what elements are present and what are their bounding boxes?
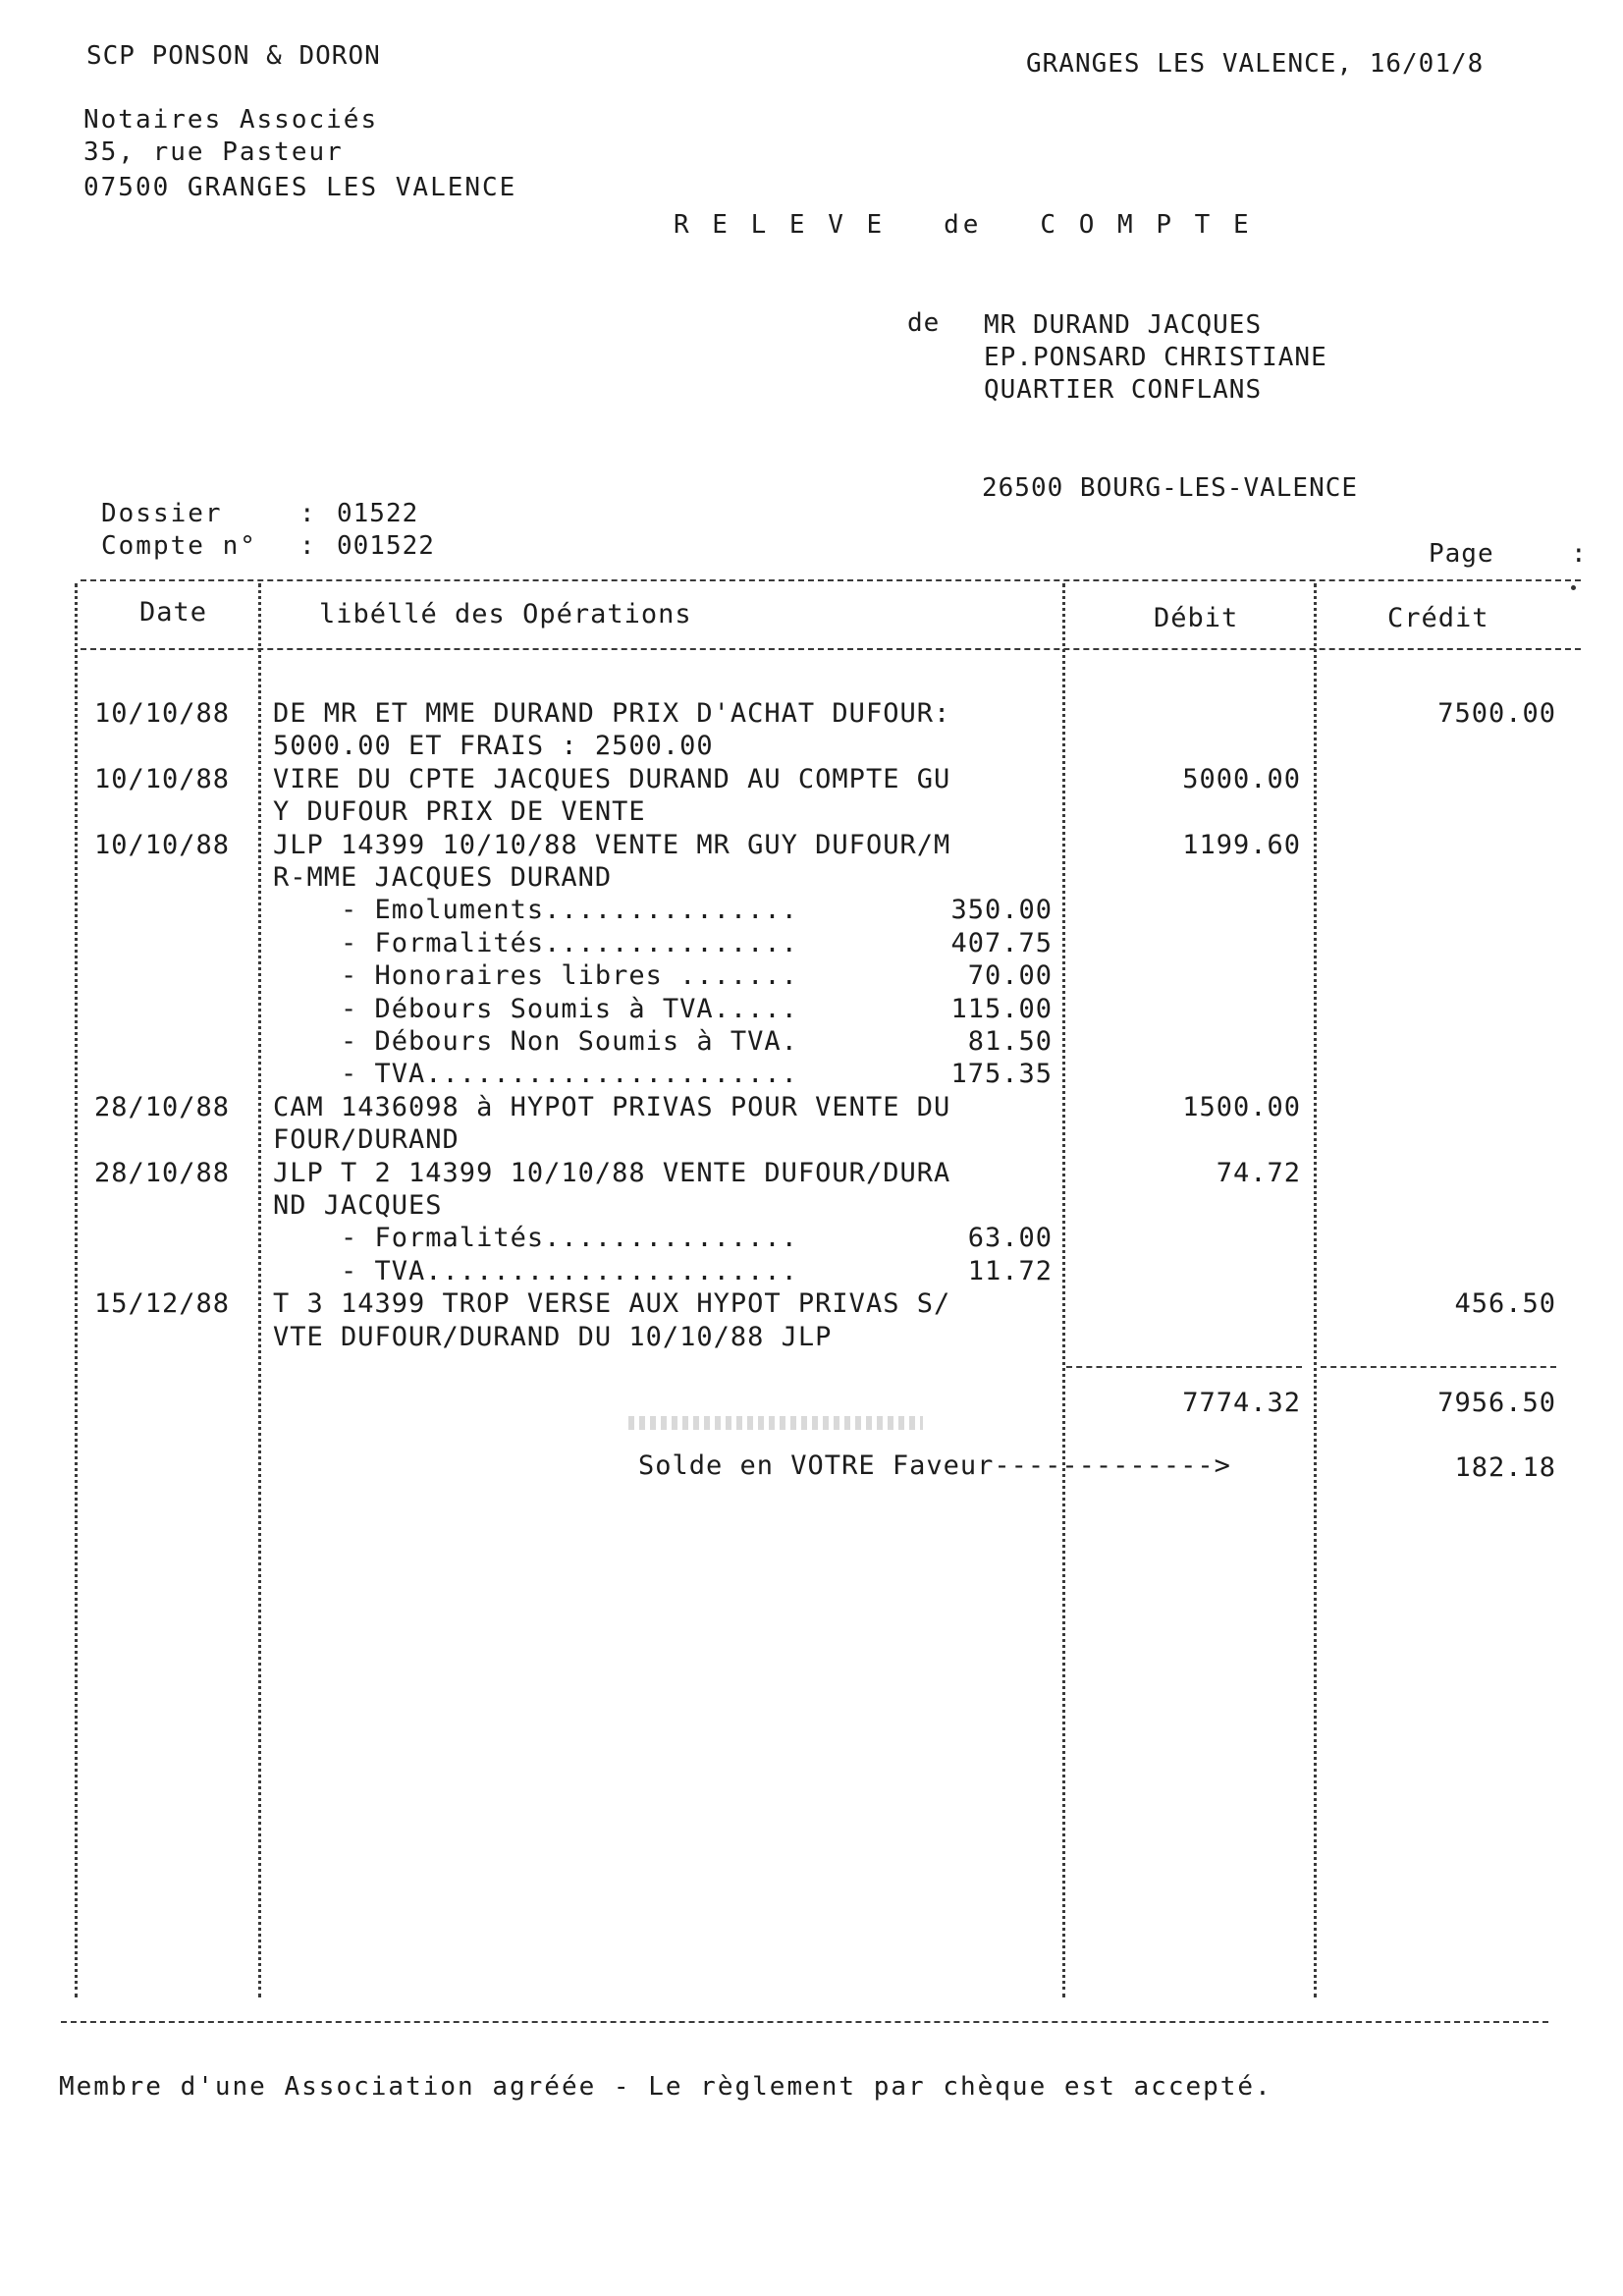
row-libelle: FOUR/DURAND [273,1124,460,1155]
row-date: 15/12/88 [94,1288,231,1319]
dossier-colon: : [299,499,316,528]
table-bottom-rule [61,2021,1548,2023]
row-sub-amount: 11.72 [967,1256,1053,1286]
row-date: 28/10/88 [94,1092,231,1122]
faded-stamp-mark [628,1416,923,1430]
total-debit: 7774.32 [1182,1388,1301,1418]
row-libelle: JLP T 2 14399 10/10/88 VENTE DUFOUR/DURA [273,1158,951,1188]
row-libelle: - Débours Soumis à TVA..... [273,994,798,1024]
row-sub-amount: 63.00 [967,1223,1053,1253]
row-debit: 1500.00 [1182,1092,1301,1122]
compte-colon: : [299,531,316,561]
row-libelle: VIRE DU CPTE JACQUES DURAND AU COMPTE GU [273,764,951,794]
row-sub-amount: 350.00 [950,895,1053,925]
office-line-2: 35, rue Pasteur [83,137,344,167]
row-libelle: VTE DUFOUR/DURAND DU 10/10/88 JLP [273,1322,833,1352]
row-sub-amount: 81.50 [967,1026,1053,1057]
office-line-1: Notaires Associés [83,105,379,135]
row-sub-amount: 175.35 [950,1059,1053,1089]
row-libelle: - Débours Non Soumis à TVA. [273,1026,798,1057]
total-credit: 7956.50 [1437,1388,1556,1418]
recipient-de-label: de [907,308,941,338]
row-sub-amount: 115.00 [950,994,1053,1024]
office-line-3: 07500 GRANGES LES VALENCE [83,173,517,202]
header-bottom-rule [81,648,1581,650]
row-libelle: T 3 14399 TROP VERSE AUX HYPOT PRIVAS S/ [273,1288,951,1319]
totals-rule-debit [1066,1366,1302,1368]
row-libelle: - TVA...................... [273,1256,798,1286]
totals-rule-credit [1321,1366,1556,1368]
row-credit: 7500.00 [1437,698,1556,729]
footer-note: Membre d'une Association agréée - Le règlement par chèque est accepté. [59,2072,1272,2102]
row-libelle: CAM 1436098 à HYPOT PRIVAS POUR VENTE DU [273,1092,951,1122]
compte-value: 001522 [337,531,435,561]
row-libelle: ND JACQUES [273,1190,443,1221]
row-libelle: DE MR ET MME DURAND PRIX D'ACHAT DUFOUR: [273,698,951,729]
row-sub-amount: 407.75 [950,928,1053,958]
row-libelle: JLP 14399 10/10/88 VENTE MR GUY DUFOUR/M [273,830,951,860]
table-top-rule [81,579,1581,581]
solde-label: Solde en VOTRE Faveur-------------> [638,1450,1231,1481]
corner-dot [1571,585,1576,590]
col-header-credit: Crédit [1387,603,1489,633]
libelle-column-divider [1062,583,1065,1997]
row-debit: 5000.00 [1182,764,1301,794]
recipient-city: 26500 BOURG-LES-VALENCE [982,473,1359,503]
col-header-libelle: libéllé des Opérations [319,599,692,629]
row-libelle: - Emoluments............... [273,895,798,925]
place-date: GRANGES LES VALENCE, 16/01/8 [1026,49,1485,79]
row-date: 10/10/88 [94,830,231,860]
recipient-line-2: EP.PONSARD CHRISTIANE [984,343,1327,372]
row-libelle: - Formalités............... [273,1223,798,1253]
firm-name: SCP PONSON & DORON [86,41,381,71]
row-libelle: 5000.00 ET FRAIS : 2500.00 [273,731,714,761]
table-left-border [75,583,78,1997]
row-libelle: R-MME JACQUES DURAND [273,862,613,893]
page-label: Page [1429,539,1494,569]
date-column-divider [258,583,261,1997]
row-libelle: - Formalités............... [273,928,798,958]
row-libelle: - Honoraires libres ....... [273,960,798,991]
col-header-date: Date [139,597,208,628]
row-sub-amount: 70.00 [967,960,1053,991]
col-header-debit: Débit [1154,603,1239,633]
recipient-line-1: MR DURAND JACQUES [984,310,1263,340]
row-debit: 74.72 [1216,1158,1301,1188]
row-date: 28/10/88 [94,1158,231,1188]
dossier-label: Dossier [101,499,223,528]
page-colon: : [1571,539,1588,569]
row-date: 10/10/88 [94,764,231,794]
document-title: R E L E V E de C O M P T E [674,210,1253,240]
compte-label: Compte n° [101,531,257,561]
recipient-line-3: QUARTIER CONFLANS [984,375,1263,405]
row-libelle: - TVA...................... [273,1059,798,1089]
solde-value: 182.18 [1454,1452,1556,1483]
row-debit: 1199.60 [1182,830,1301,860]
dossier-value: 01522 [337,499,419,528]
row-date: 10/10/88 [94,698,231,729]
row-libelle: Y DUFOUR PRIX DE VENTE [273,796,646,827]
row-credit: 456.50 [1454,1288,1556,1319]
